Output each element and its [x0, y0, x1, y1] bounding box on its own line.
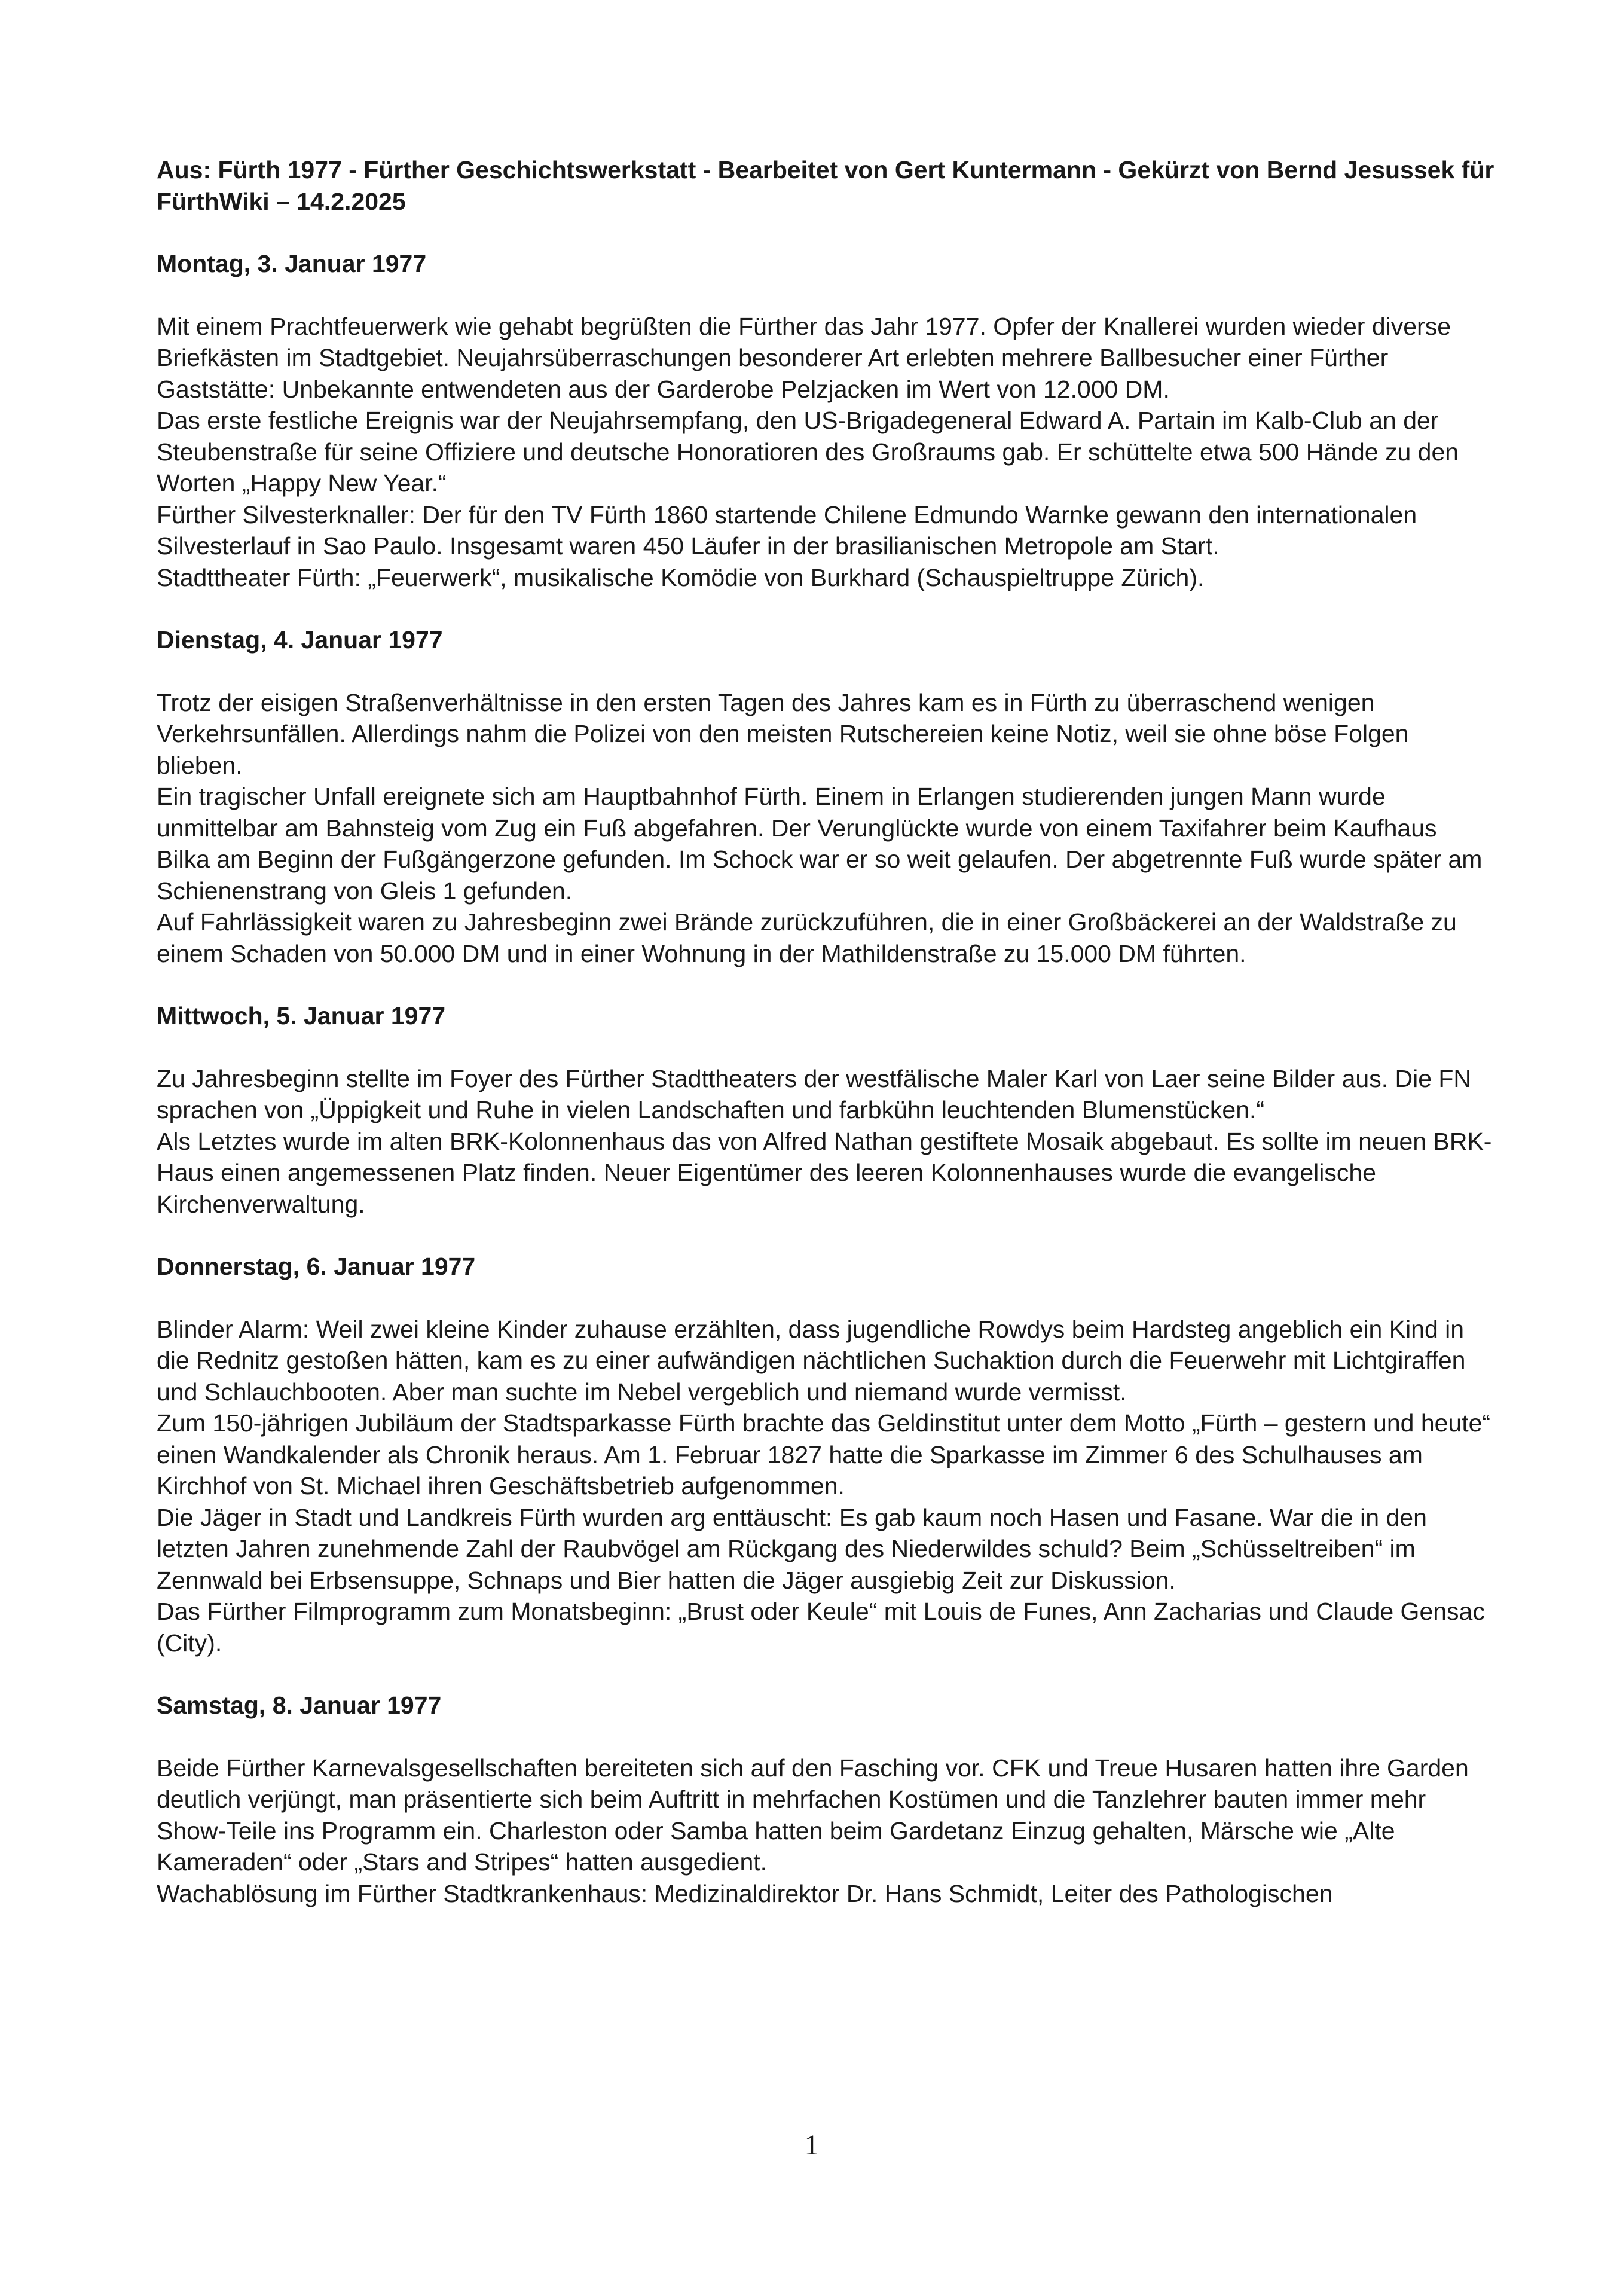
entry-paragraph: Stadttheater Fürth: „Feuerwerk“, musikalische Komödie von Burkhard (Schauspieltruppe Zürich).	[157, 563, 1205, 591]
entry-paragraph: Fürther Silvesterknaller: Der für den TV Fürth 1860 startende Chilene Edmundo Warnke gewann den internationalen Silvesterlauf in Sao Paulo. Insgesamt waren 450 Läufer in der brasilianischen Metropole am Start.	[157, 500, 1417, 560]
entry-section	[157, 624, 1496, 969]
entry-paragraph: Als Letztes wurde im alten BRK-Kolonnenhaus das von Alfred Nathan gestiftete Mosaik abgebaut. Es sollte im neuen BRK-Haus einen angemessenen Platz finden. Neuer Eigentümer des leeren Kolonnenhauses wurde die evangelische Kirchenverwaltung.	[157, 1127, 1492, 1218]
entry-paragraph: Die Jäger in Stadt und Landkreis Fürth wurden arg enttäuscht: Es gab kaum noch Hasen und Fasane. War die in den letzten Jahren zunehmende Zahl der Raubvögel am Rückgang des Niederwildes schuld? Beim „Schüsseltreiben“ im Zennwald bei Erbsensuppe, Schnaps und Bier hatten die Jäger ausgiebig Zeit zur Diskussion.	[157, 1503, 1427, 1594]
document-page	[157, 154, 1496, 1940]
entry-paragraph: Auf Fahrlässigkeit waren zu Jahresbeginn zwei Brände zurückzuführen, die in einer Großbäckerei an der Waldstraße zu einem Schaden von 50.000 DM und in einer Wohnung in der Mathildenstraße zu 15.000 DM führten.	[157, 908, 1457, 967]
entry-date: Donnerstag, 6. Januar 1977	[157, 1253, 476, 1280]
entry-date: Mittwoch, 5. Januar 1977	[157, 1002, 446, 1030]
entry-paragraph: Das erste festliche Ereignis war der Neujahrsempfang, den US-Brigadegeneral Edward A. Partain im Kalb-Club an der Steubenstraße für seine Offiziere und deutsche Honoratioren des Großraums gab. Er schüttelte etwa 500 Hände zu den Worten „Happy New Year.“	[157, 407, 1459, 497]
entry-section	[157, 1000, 1496, 1220]
entry-date: Montag, 3. Januar 1977	[157, 250, 427, 277]
entry-paragraph: Das Fürther Filmprogramm zum Monatsbeginn: „Brust oder Keule“ mit Louis de Funes, Ann Zacharias und Claude Gensac (City).	[157, 1598, 1485, 1657]
entry-date: Samstag, 8. Januar 1977	[157, 1692, 442, 1719]
entry-paragraph: Trotz der eisigen Straßenverhältnisse in den ersten Tagen des Jahres kam es in Fürth zu überraschend wenigen Verkehrsunfällen. Allerdings nahm die Polizei von den meisten Rutschereien keine Notiz, weil sie ohne böse Folgen blieben.	[157, 688, 1409, 779]
entry-paragraph: Wachablösung im Fürther Stadtkrankenhaus: Medizinaldirektor Dr. Hans Schmidt, Leiter des Pathologischen	[157, 1879, 1333, 1907]
page-number: 1	[804, 2129, 819, 2161]
entry-paragraph: Blinder Alarm: Weil zwei kleine Kinder zuhause erzählten, dass jugendliche Rowdys beim Hardsteg angeblich ein Kind in die Rednitz gestoßen hätten, kam es zu einer aufwändigen nächtlichen Suchaktion durch die Feuerwehr mit Lichtgiraffen und Schlauchbooten. Aber man suchte im Nebel vergeblich und niemand wurde vermisst.	[157, 1315, 1466, 1406]
entry-paragraph: Beide Fürther Karnevalsgesellschaften bereiteten sich auf den Fasching vor. CFK und Treue Husaren hatten ihre Garden deutlich verjüngt, man präsentierte sich beim Auftritt in mehrfachen Kostümen und die Tanzlehrer bauten immer mehr Show-Teile ins Programm ein. Charleston oder Samba hatten beim Gardetanz Einzug gehalten, Märsche wie „Alte Kameraden“ oder „Stars and Stripes“ hatten ausgedient.	[157, 1754, 1469, 1876]
entry-paragraph: Zu Jahresbeginn stellte im Foyer des Fürther Stadttheaters der westfälische Maler Karl von Laer seine Bilder aus. Die FN sprachen von „Üppigkeit und Ruhe in vielen Landschaften und farbkühn leuchtenden Blumenstücken.“	[157, 1064, 1472, 1123]
entry-section	[157, 248, 1496, 593]
entry-paragraph: Ein tragischer Unfall ereignete sich am Hauptbahnhof Fürth. Einem in Erlangen studierenden jungen Mann wurde unmittelbar am Bahnsteig vom Zug ein Fuß abgefahren. Der Verunglückte wurde von einem Taxifahrer beim Kaufhaus Bilka am Beginn der Fußgängerzone gefunden. Im Schock war er so weit gelaufen. Der abgetrennte Fuß wurde später am Schienenstrang von Gleis 1 gefunden.	[157, 783, 1483, 905]
entry-paragraph: Mit einem Prachtfeuerwerk wie gehabt begrüßten die Fürther das Jahr 1977. Opfer der Knallerei wurden wieder diverse Briefkästen im Stadtgebiet. Neujahrsüberraschungen besonderer Art erlebten mehrere Ballbesucher einer Fürther Gaststätte: Unbekannte entwendeten aus der Garderobe Pelzjacken im Wert von 12.000 DM.	[157, 312, 1451, 403]
entry-paragraph: Zum 150-jährigen Jubiläum der Stadtsparkasse Fürth brachte das Geldinstitut unter dem Motto „Fürth – gestern und heute“ einen Wandkalender als Chronik heraus. Am 1. Februar 1827 hatte die Sparkasse im Zimmer 6 des Schulhauses am Kirchhof von St. Michael ihren Geschäftsbetrieb aufgenommen.	[157, 1409, 1491, 1500]
document-header: Aus: Fürth 1977 - Fürther Geschichtswerkstatt - Bearbeitet von Gert Kuntermann - Gekürzt von Bernd Jesussek für FürthWiki – 14.2.2025	[157, 156, 1494, 215]
entry-section	[157, 1251, 1496, 1659]
entry-date: Dienstag, 4. Januar 1977	[157, 626, 443, 654]
entry-section	[157, 1690, 1496, 1909]
